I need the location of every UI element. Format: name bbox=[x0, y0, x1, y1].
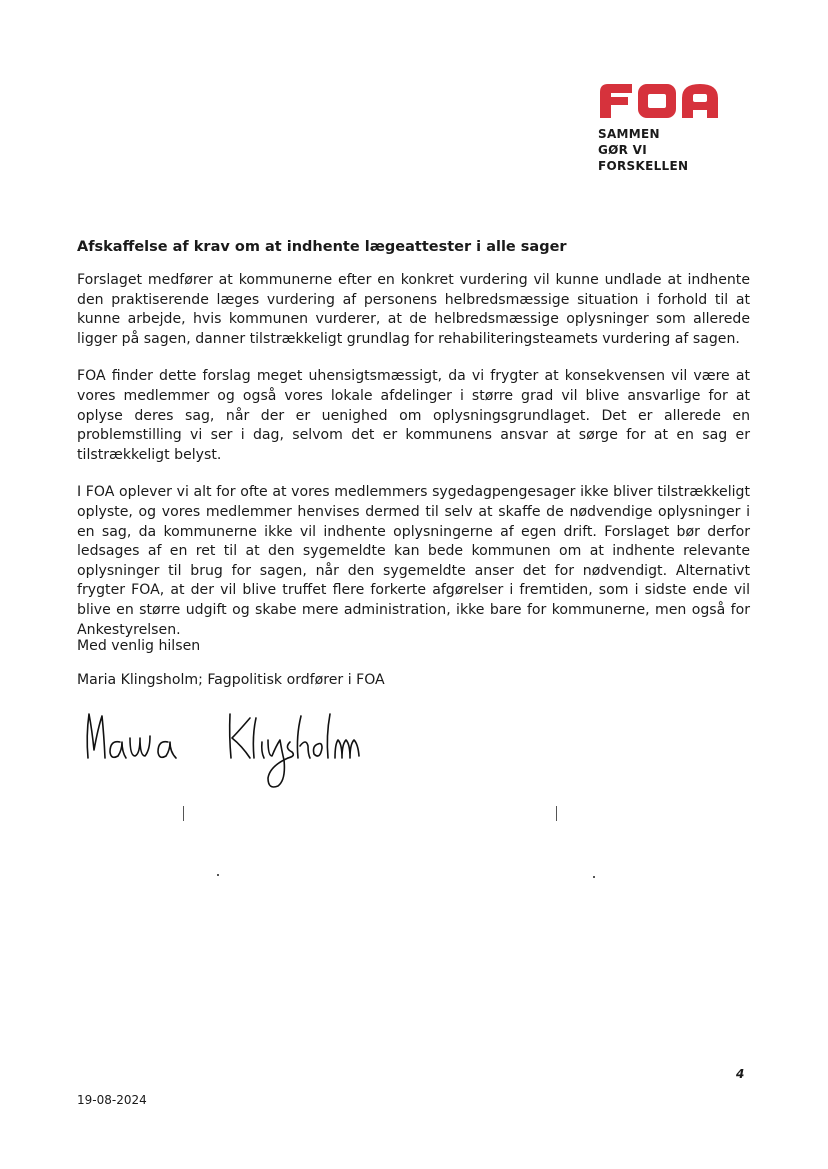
section-heading: Afskaffelse af krav om at indhente lægeattester i alle sager bbox=[77, 239, 567, 255]
foa-logo bbox=[598, 82, 728, 174]
handwritten-signature bbox=[80, 700, 380, 800]
tagline-line-2: GØR VI FORSKELLEN bbox=[598, 143, 689, 173]
paragraph: Forslaget medfører at kommunerne efter en konkret vurdering vil kunne undlade at indhente den praktiserende læges vurdering af personens helbredsmæssige situation i forhold til at kunne arbejde, hvis kommunen vurderer, at de helbredsmæssige oplysninger som allerede ligger på sagen, danner tilstrækkeligt grundlag for rehabiliteringsteamets vurdering af sagen. bbox=[77, 272, 750, 347]
letter-body bbox=[77, 271, 750, 658]
tagline-line-1: SAMMEN bbox=[598, 127, 660, 141]
scan-mark bbox=[556, 806, 557, 821]
page-number: 4 bbox=[736, 1067, 745, 1081]
closing-greeting: Med venlig hilsen bbox=[77, 638, 201, 654]
scan-mark bbox=[217, 874, 219, 876]
scan-mark bbox=[593, 876, 595, 878]
signer-name: Maria Klingsholm; Fagpolitisk ordfører i FOA bbox=[77, 672, 385, 688]
foa-wordmark bbox=[598, 82, 720, 118]
scan-mark bbox=[183, 806, 184, 821]
paragraph: FOA finder dette forslag meget uhensigtsmæssigt, da vi frygter at konsekvensen vil være at vores medlemmer og også vores lokale afdelinger i større grad vil blive ansvarlige for at oplyse deres sag, når der er uenighed om oplysningsgrundlaget. Det er allerede en problemstilling vi ser i dag, selvom det er kommunens ansvar at sørge for at en sag er tilstrækkeligt belyst. bbox=[77, 368, 750, 463]
document-date: 19-08-2024 bbox=[77, 1093, 147, 1107]
paragraph: I FOA oplever vi alt for ofte at vores medlemmers sygedagpengesager ikke bliver tilstrækkeligt oplyste, og vores medlemmer henvises dermed til selv at skaffe de nødvendige oplysninger i en sag, da kommunerne ikke vil indhente oplysningerne af egen drift. Forslaget bør derfor ledsages af en ret til at den sygemeldte kan bede kommunen om at indhente relevante oplysninger til brug for sagen, når den sygemeldte anser det for nødvendigt. Alternativt frygter FOA, at der vil blive truffet flere forkerte afgørelser i fremtiden, som i sidste ende vil blive en større udgift og skabe mere administration, ikke bare for kommunerne, men også for Ankestyrelsen. bbox=[77, 484, 750, 638]
